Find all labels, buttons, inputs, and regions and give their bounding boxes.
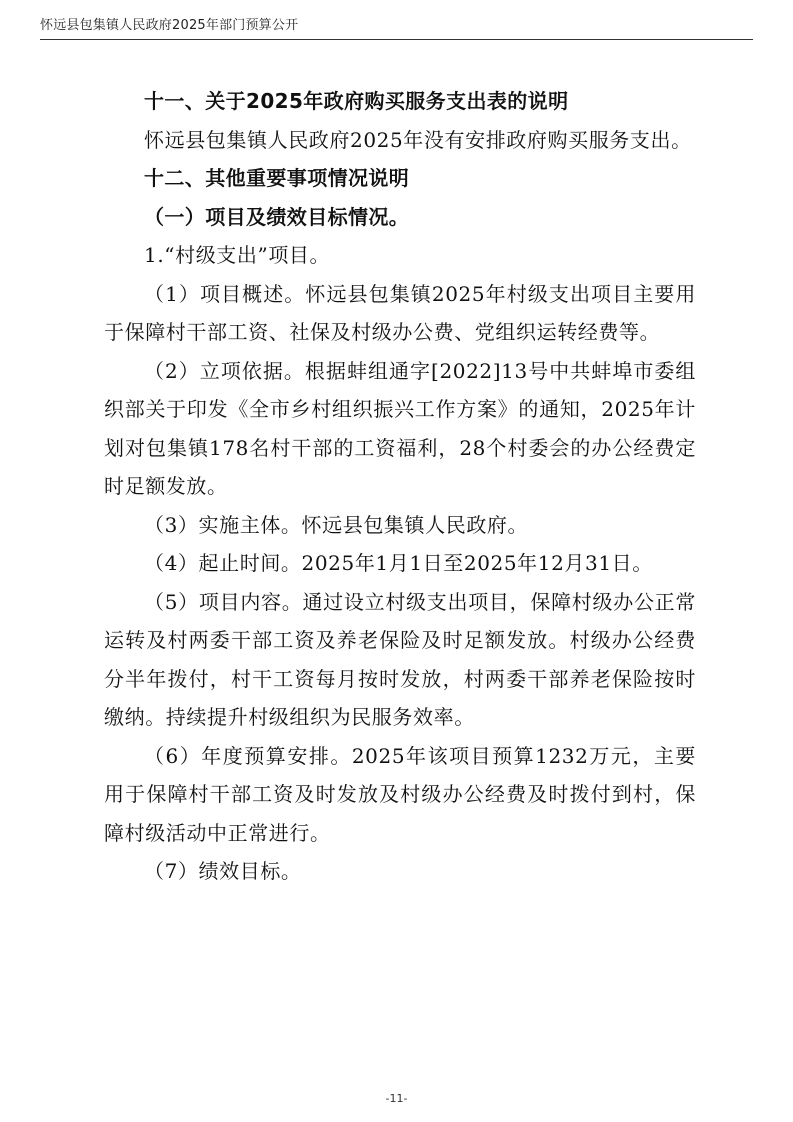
section-heading-11: 十一、关于2025年政府购买服务支出表的说明 [144,89,569,113]
paragraph-performance-goals: （7）绩效目标。 [144,859,302,883]
item-village-expenditure: 1.“村级支出”项目。 [144,243,331,267]
page-number: -11- [385,1092,408,1105]
subsection-heading-projects: （一）项目及绩效目标情况。 [144,204,410,229]
paragraph-purchase-services: 怀远县包集镇人民政府2025年没有安排政府购买服务支出。 [144,127,692,152]
paragraph-project-content: （5）项目内容。通过设立村级支出项目，保障村级办公正常运转及村两委干部工资及养老保险及时足额发放。村级办公经费分半年拨付，村干工资每月按时发放，村两委干部养老保险按时缴纳。持续提升村级组织为民服务效率。 [104,589,696,729]
paragraph-implementing-body: （3）实施主体。怀远县包集镇人民政府。 [144,512,529,537]
paragraph-time-period: （4）起止时间。2025年1月1日至2025年12月31日。 [144,551,653,575]
section-heading-12: 十二、其他重要事项情况说明 [144,166,410,190]
paragraph-project-basis: （2）立项依据。根据蚌组通字[2022]13号中共蚌埠市委组织部关于印发《全市乡村组织振兴工作方案》的通知，2025年计划对包集镇178名村干部的工资福利，28个村委会的办公经费定时足额发放。 [104,358,696,498]
paragraph-annual-budget: （6）年度预算安排。2025年该项目预算1232万元，主要用于保障村干部工资及时发放及村级办公经费及时拨付到村，保障村级活动中正常进行。 [104,743,696,845]
document-body [104,82,696,891]
running-header-title: 怀远县包集镇人民政府2025年部门预算公开 [40,18,299,33]
paragraph-project-overview: （1）项目概述。怀远县包集镇2025年村级支出项目主要用于保障村干部工资、社保及村级办公费、党组织运转经费等。 [104,281,696,344]
header-divider [40,39,753,40]
